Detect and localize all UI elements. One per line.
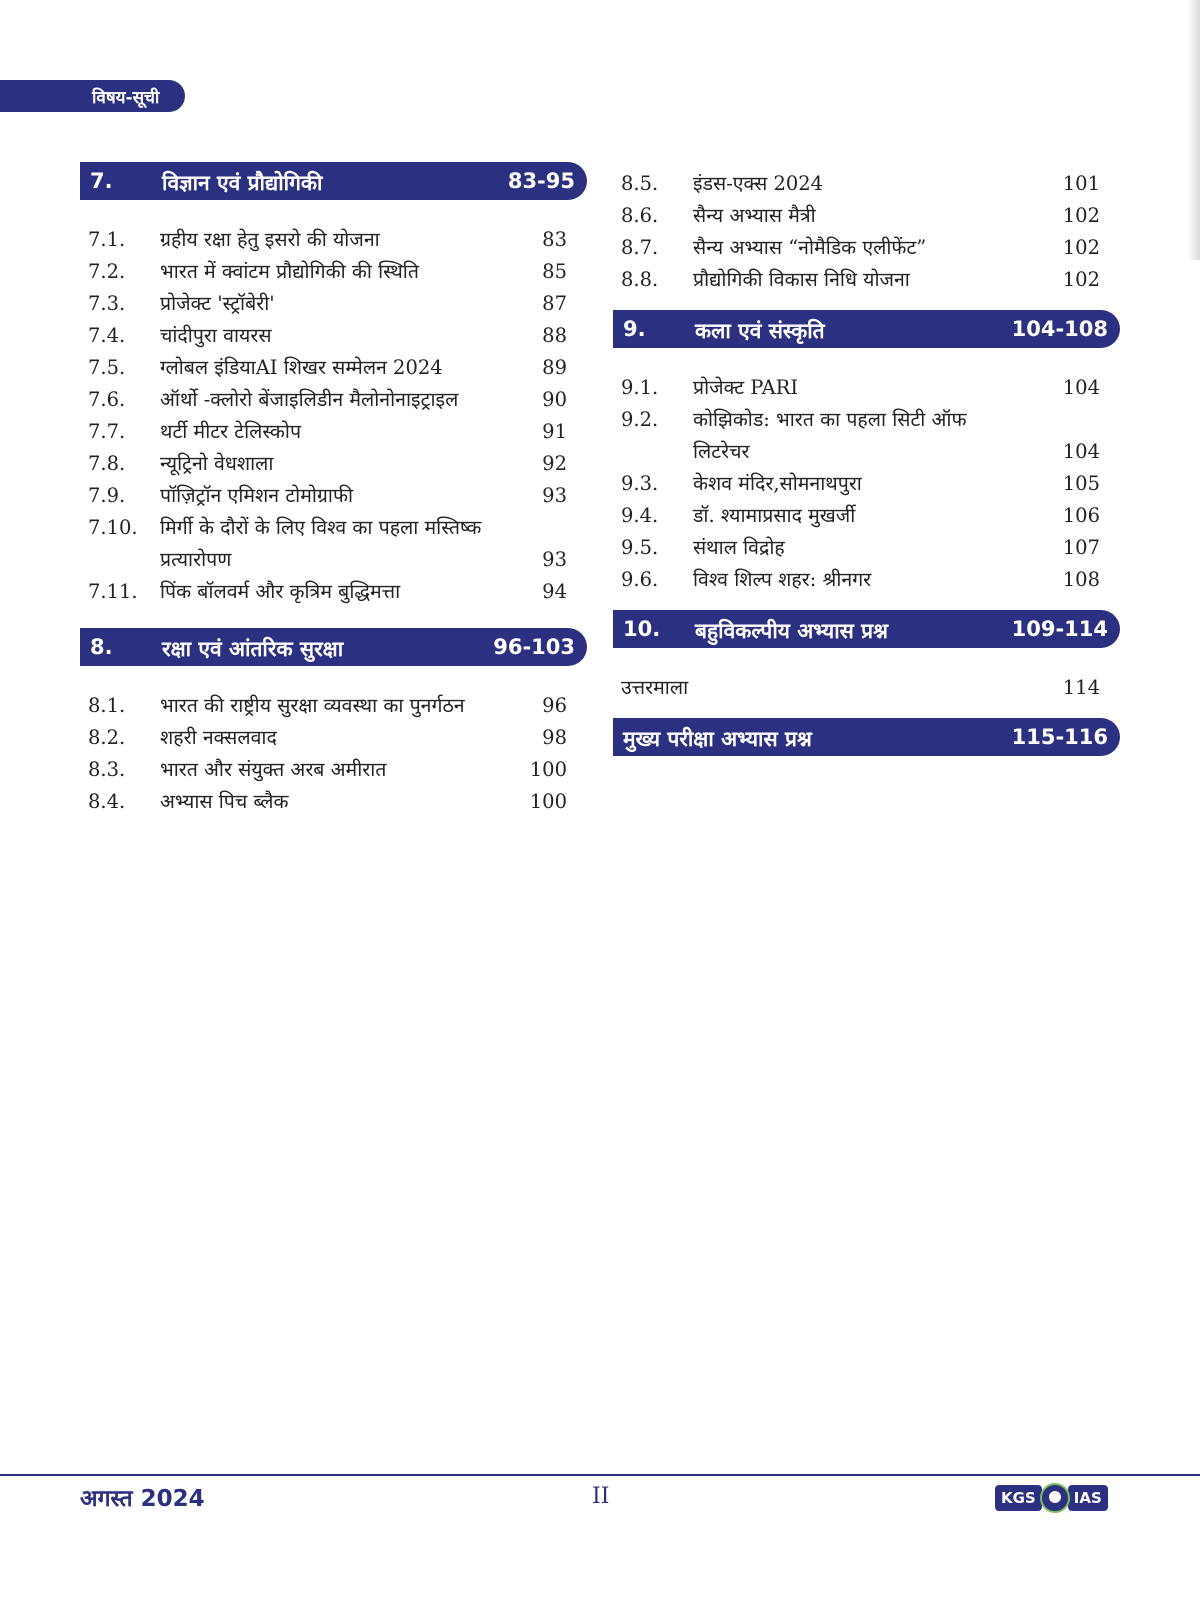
entry-number: 9.2. [621, 408, 659, 431]
toc-entry[interactable] [613, 404, 1120, 436]
toc-entry[interactable] [613, 232, 1120, 264]
entry-title: न्यूट्रिनो वेधशाला [160, 452, 274, 475]
toc-entry[interactable] [613, 264, 1120, 296]
footer-divider [0, 1474, 1200, 1476]
toc-entry[interactable] [80, 224, 587, 256]
section-number: 7. [90, 169, 113, 193]
section-number: 8. [90, 635, 113, 659]
header-tab [0, 80, 185, 112]
toc-entry[interactable] [613, 200, 1120, 232]
entry-number: 7.9. [88, 484, 126, 507]
entry-title: ऑर्थो -क्लोरो बेंजाइलिडीन मैलोनोनाइट्राइल [160, 388, 459, 411]
entry-page: 108 [1062, 568, 1100, 591]
entry-number: 8.6. [621, 204, 659, 227]
entry-title: मिर्गी के दौरों के लिए विश्व का पहला मस्तिष्क [160, 516, 482, 539]
globe-emblem-icon [1040, 1483, 1070, 1513]
entry-title: थर्टी मीटर टेलिस्कोप [160, 420, 302, 443]
entry-page: 92 [542, 452, 567, 475]
entry-page: 93 [542, 548, 567, 571]
section-pages: 104-108 [1011, 317, 1108, 341]
entry-title: प्रोजेक्ट PARI [693, 376, 799, 399]
entry-number: 7.3. [88, 292, 126, 315]
entry-number: 9.1. [621, 376, 659, 399]
toc-entry[interactable] [80, 576, 587, 608]
section-heading-7[interactable] [80, 162, 587, 200]
entry-number: 7.7. [88, 420, 126, 443]
entry-title: पिंक बॉलवर्म और कृत्रिम बुद्धिमत्ता [160, 580, 401, 603]
entry-page: 106 [1062, 504, 1100, 527]
section-heading-8[interactable] [80, 628, 587, 666]
toc-entry-continued[interactable] [80, 544, 587, 576]
entry-page: 104 [1062, 440, 1100, 463]
section-number: 10. [623, 617, 661, 641]
section-title: कला एवं संस्कृति [695, 319, 825, 343]
entry-title: शहरी नक्सलवाद [160, 726, 277, 749]
toc-entry[interactable] [613, 468, 1120, 500]
toc-entry[interactable] [80, 384, 587, 416]
entry-title: संथाल विद्रोह [693, 536, 785, 559]
logo-text-right: IAS [1068, 1485, 1108, 1511]
toc-entry[interactable] [80, 448, 587, 480]
entry-page: 88 [542, 324, 567, 347]
entry-title-continued: प्रत्यारोपण [160, 548, 232, 571]
entry-number: 8.2. [88, 726, 126, 749]
entry-page: 101 [1062, 172, 1100, 195]
entry-page: 102 [1062, 268, 1100, 291]
entry-page: 105 [1062, 472, 1100, 495]
toc-entry[interactable] [80, 352, 587, 384]
section-title: मुख्य परीक्षा अभ्यास प्रश्न [623, 727, 812, 751]
section-heading-10[interactable] [613, 610, 1120, 648]
entry-title: प्रौद्योगिकी विकास निधि योजना [693, 268, 910, 291]
entry-page: 114 [1062, 676, 1100, 699]
page-edge-shadow [1188, 0, 1200, 260]
entry-page: 96 [542, 694, 567, 717]
entry-title: ग्लोबल इंडियाAI शिखर सम्मेलन 2024 [160, 356, 443, 379]
entry-number: 7.4. [88, 324, 126, 347]
section-pages: 96-103 [493, 635, 575, 659]
toc-entry[interactable] [613, 500, 1120, 532]
entry-title-continued: लिटरेचर [693, 440, 750, 463]
entry-title: अभ्यास पिच ब्लैक [160, 790, 289, 813]
entry-page: 102 [1062, 204, 1100, 227]
entry-number: 8.1. [88, 694, 126, 717]
entry-title: कोझिकोड: भारत का पहला सिटी ऑफ [693, 408, 967, 431]
entry-number: 7.6. [88, 388, 126, 411]
footer-issue-month: अगस्त 2024 [80, 1486, 205, 1512]
section-heading-9[interactable] [613, 310, 1120, 348]
section-pages: 109-114 [1011, 617, 1108, 641]
section-heading-mains[interactable] [613, 718, 1120, 756]
entry-number: 8.8. [621, 268, 659, 291]
toc-entry[interactable] [80, 288, 587, 320]
toc-entry[interactable] [80, 786, 587, 818]
entry-page: 100 [529, 790, 567, 813]
toc-entry[interactable] [80, 256, 587, 288]
entry-title: सैन्य अभ्यास मैत्री [693, 204, 816, 227]
entry-title: डॉ. श्यामाप्रसाद मुखर्जी [693, 504, 856, 527]
entry-title: भारत में क्वांटम प्रौद्योगिकी की स्थिति [160, 260, 419, 283]
section-number: 9. [623, 317, 646, 341]
toc-entry[interactable] [613, 564, 1120, 596]
toc-entry[interactable] [80, 480, 587, 512]
entry-title: इंडस-एक्स 2024 [693, 172, 824, 195]
toc-entry[interactable] [80, 754, 587, 786]
logo-text-left: KGS [995, 1485, 1042, 1511]
entry-number: 8.3. [88, 758, 126, 781]
entry-page: 98 [542, 726, 567, 749]
entry-title: पॉज़िट्रॉन एमिशन टोमोग्राफी [160, 484, 354, 507]
toc-entry-continued[interactable] [613, 436, 1120, 468]
toc-entry[interactable] [613, 532, 1120, 564]
toc-entry[interactable] [80, 320, 587, 352]
entry-number: 7.11. [88, 580, 138, 603]
entry-number: 8.4. [88, 790, 126, 813]
entry-page: 89 [542, 356, 567, 379]
toc-left-column [80, 162, 587, 818]
entry-number: 8.7. [621, 236, 659, 259]
entry-page: 94 [542, 580, 567, 603]
entry-number: 7.8. [88, 452, 126, 475]
entry-number: 8.5. [621, 172, 659, 195]
section-pages: 83-95 [507, 169, 575, 193]
entry-title: विश्व शिल्प शहर: श्रीनगर [693, 568, 872, 591]
entry-number: 9.5. [621, 536, 659, 559]
toc-entry[interactable] [613, 372, 1120, 404]
toc-entry[interactable] [80, 512, 587, 544]
entry-page: 85 [542, 260, 567, 283]
entry-number: 7.5. [88, 356, 126, 379]
toc-entry[interactable] [80, 416, 587, 448]
toc-entry-answers[interactable] [613, 672, 1120, 704]
entry-page: 107 [1062, 536, 1100, 559]
entry-title: ग्रहीय रक्षा हेतु इसरो की योजना [160, 228, 380, 251]
entry-page: 83 [542, 228, 567, 251]
entry-page: 100 [529, 758, 567, 781]
entry-number: 7.2. [88, 260, 126, 283]
entry-title: उत्तरमाला [621, 676, 689, 699]
entry-title: केशव मंदिर,सोमनाथपुरा [693, 472, 862, 495]
entry-page: 91 [542, 420, 567, 443]
entry-page: 104 [1062, 376, 1100, 399]
entry-number: 7.10. [88, 516, 138, 539]
entry-number: 9.3. [621, 472, 659, 495]
section-title: रक्षा एवं आंतरिक सुरक्षा [162, 637, 344, 661]
entry-page: 87 [542, 292, 567, 315]
header-label: विषय-सूची [92, 87, 160, 108]
section-title: विज्ञान एवं प्रौद्योगिकी [162, 171, 323, 195]
entry-number: 9.6. [621, 568, 659, 591]
toc-entry[interactable] [613, 168, 1120, 200]
entry-number: 7.1. [88, 228, 126, 251]
kgs-ias-logo [995, 1484, 1119, 1512]
section-pages: 115-116 [1011, 725, 1108, 749]
entry-page: 90 [542, 388, 567, 411]
entry-title: सैन्य अभ्यास “नोमैडिक एलीफेंट” [693, 236, 927, 259]
entry-number: 9.4. [621, 504, 659, 527]
section-title: बहुविकल्पीय अभ्यास प्रश्न [695, 619, 888, 643]
entry-title: चांदीपुरा वायरस [160, 324, 272, 347]
footer-page-number: II [592, 1484, 610, 1509]
entry-title: प्रोजेक्ट 'स्ट्रॉबेरी' [160, 292, 275, 315]
entry-page: 102 [1062, 236, 1100, 259]
toc-entry[interactable] [80, 690, 587, 722]
toc-right-column [613, 168, 1120, 780]
entry-title: भारत की राष्ट्रीय सुरक्षा व्यवस्था का पुनर्गठन [160, 694, 465, 717]
toc-entry[interactable] [80, 722, 587, 754]
entry-page: 93 [542, 484, 567, 507]
entry-title: भारत और संयुक्त अरब अमीरात [160, 758, 387, 781]
